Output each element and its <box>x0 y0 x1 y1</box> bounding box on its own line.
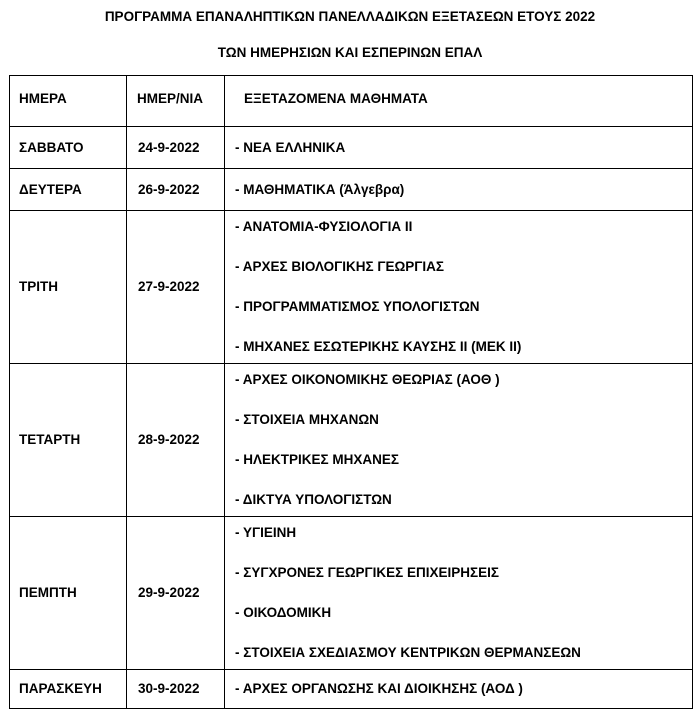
day-label: ΠΕΜΠΤΗ <box>19 585 77 600</box>
header-cell-date <box>127 76 225 127</box>
date-label: 26-9-2022 <box>138 181 200 197</box>
date-label: 24-9-2022 <box>138 139 200 155</box>
subject-list <box>225 372 692 508</box>
day-label: ΤΕΤΑΡΤΗ <box>19 432 81 447</box>
header-label-date: ΗΜΕΡ/ΝΙΑ <box>137 91 204 106</box>
subjects-cell <box>225 211 693 364</box>
date-cell <box>127 517 225 670</box>
day-cell <box>10 670 127 709</box>
date-label: 27-9-2022 <box>138 279 200 294</box>
date-cell <box>127 127 225 169</box>
date-label: 29-9-2022 <box>138 585 200 600</box>
subject-list <box>225 219 692 355</box>
subject-item: - ΑΝΑΤΟΜΙΑ-ΦΥΣΙΟΛΟΓΙΑ ΙΙ <box>235 219 413 234</box>
subject-item: - ΟΙΚΟΔΟΜΙΚΗ <box>235 605 332 620</box>
subject-list <box>225 525 692 661</box>
date-cell <box>127 670 225 709</box>
date-cell <box>127 169 225 211</box>
subjects-cell <box>225 517 693 670</box>
subject-item: - ΣΤΟΙΧΕΙΑ ΣΧΕΔΙΑΣΜΟΥ ΚΕΝΤΡΙΚΩΝ ΘΕΡΜΑΝΣΕΩΝ <box>235 645 581 660</box>
date-cell <box>127 211 225 364</box>
exam-schedule-table <box>9 75 693 709</box>
date-label: 30-9-2022 <box>138 681 200 696</box>
subjects-cell <box>225 169 693 211</box>
subject-item: - ΣΤΟΙΧΕΙΑ ΜΗΧΑΝΩΝ <box>235 412 379 427</box>
document-title: ΠΡΟΓΡΑΜΜΑ ΕΠΑΝΑΛΗΠΤΙΚΩΝ ΠΑΝΕΛΛΑΔΙΚΩΝ ΕΞΕΤΑΣΕΩΝ ΕΤΟΥΣ 2022 <box>104 9 596 24</box>
day-cell <box>10 364 127 517</box>
day-cell <box>10 517 127 670</box>
subject-item: - ΝΕΑ ΕΛΛΗΝΙΚΑ <box>235 139 346 155</box>
header-cell-subjects <box>225 76 693 127</box>
document-subtitle: ΤΩΝ ΗΜΕΡΗΣΙΩΝ ΚΑΙ ΕΣΠΕΡΙΝΩΝ ΕΠΑΛ <box>217 45 483 60</box>
day-cell <box>10 169 127 211</box>
day-label: ΣΑΒΒΑΤΟ <box>19 139 84 155</box>
subjects-cell <box>225 670 693 709</box>
subject-item: - ΣΥΓΧΡΟΝΕΣ ΓΕΩΡΓΙΚΕΣ ΕΠΙΧΕΙΡΗΣΕΙΣ <box>235 565 499 580</box>
header-label-subjects: ΕΞΕΤΑΖΟΜΕΝΑ ΜΑΘΗΜΑΤΑ <box>244 91 428 106</box>
header-label-day: ΗΜΕΡΑ <box>19 91 67 106</box>
subject-item: - ΑΡΧΕΣ ΟΙΚΟΝΟΜΙΚΗΣ ΘΕΩΡΙΑΣ (ΑΟΘ ) <box>235 372 500 387</box>
table-row <box>10 211 693 364</box>
day-label: ΤΡΙΤΗ <box>19 279 58 294</box>
table-header-row <box>10 76 693 127</box>
day-cell <box>10 211 127 364</box>
subject-item: - ΥΓΙΕΙΝΗ <box>235 525 297 540</box>
day-label: ΠΑΡΑΣΚΕΥΗ <box>19 681 102 696</box>
subject-item: - ΔΙΚΤΥΑ ΥΠΟΛΟΓΙΣΤΩΝ <box>235 492 392 507</box>
table-row <box>10 670 693 709</box>
subject-item: - ΑΡΧΕΣ ΟΡΓΑΝΩΣΗΣ ΚΑΙ ΔΙΟΙΚΗΣΗΣ (ΑΟΔ ) <box>235 681 523 696</box>
table-row <box>10 364 693 517</box>
subject-item: - ΗΛΕΚΤΡΙΚΕΣ ΜΗΧΑΝΕΣ <box>235 452 399 467</box>
table-row <box>10 169 693 211</box>
day-cell <box>10 127 127 169</box>
table-row <box>10 127 693 169</box>
subject-item: - ΜΑΘΗΜΑΤΙΚΑ (Άλγεβρα) <box>235 181 405 197</box>
subject-item: - ΠΡΟΓΡΑΜΜΑΤΙΣΜΟΣ ΥΠΟΛΟΓΙΣΤΩΝ <box>235 299 480 314</box>
date-cell <box>127 364 225 517</box>
subjects-cell <box>225 364 693 517</box>
day-label: ΔΕΥΤΕΡΑ <box>19 181 82 197</box>
date-label: 28-9-2022 <box>138 432 200 447</box>
subjects-cell <box>225 127 693 169</box>
table-row <box>10 517 693 670</box>
header-cell-day <box>10 76 127 127</box>
subject-item: - ΜΗΧΑΝΕΣ ΕΣΩΤΕΡΙΚΗΣ ΚΑΥΣΗΣ ΙΙ (ΜΕΚ ΙΙ) <box>235 339 522 354</box>
subject-item: - ΑΡΧΕΣ ΒΙΟΛΟΓΙΚΗΣ ΓΕΩΡΓΙΑΣ <box>235 259 445 274</box>
